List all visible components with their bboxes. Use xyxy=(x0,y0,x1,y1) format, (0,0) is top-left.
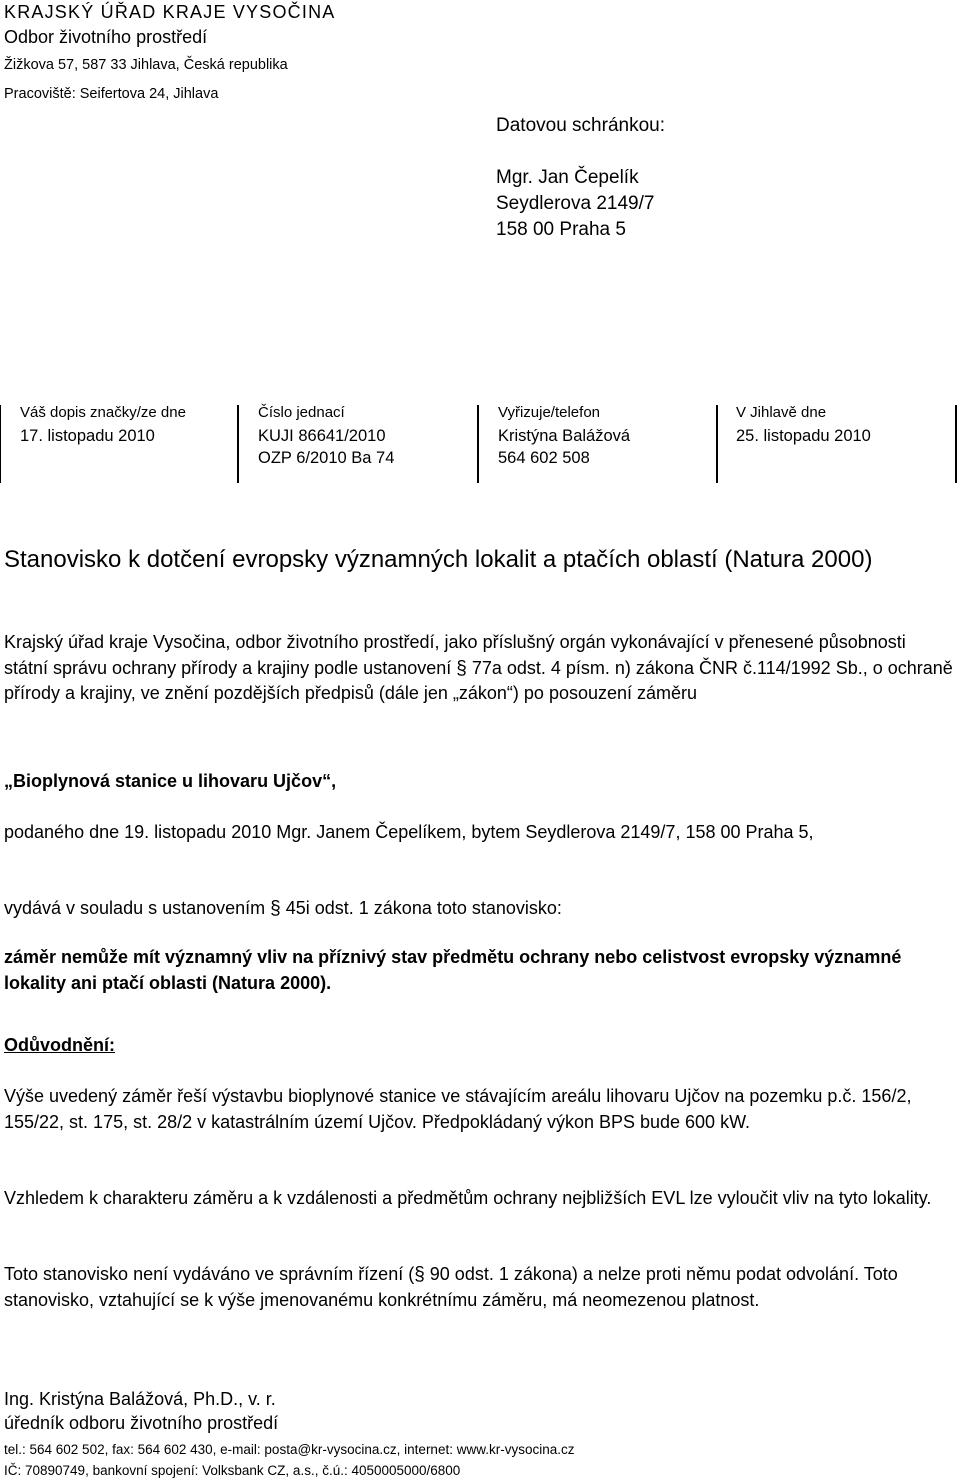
delivery-method: Datovou schránkou: xyxy=(496,115,665,136)
reasoning-paragraph-2: Vzhledem k charakteru záměru a k vzdálenosti a předmětům ochrany nejbližších EVL lze vyloučit vliv na tyto lokality. xyxy=(4,1188,932,1208)
ref-divider xyxy=(0,405,1,483)
workplace-address: Pracoviště: Seifertova 24, Jihlava xyxy=(4,86,219,102)
department-name: Odbor životního prostředí xyxy=(4,27,208,47)
footer-ids: IČ: 70890749, bankovní spojení: Volksbank CZ, a.s., č.ú.: 4050005000/6800 xyxy=(4,1463,461,1478)
section-sign: § xyxy=(456,657,467,679)
office-address: Žižkova 57, 587 33 Jihlava, Česká republika xyxy=(4,57,288,73)
section-sign: § xyxy=(414,1264,425,1285)
section-sign: § xyxy=(270,898,281,919)
ref-divider xyxy=(716,405,718,483)
your-letter-value: 17. listopadu 2010 xyxy=(20,427,155,445)
intro-text-b: 77a odst. 4 písm. n) zákona ČNR č.114/1992 Sb., o ochraně přírody a krajiny, ve znění pozdějších předpisů (dále jen „zákon“) po posouzení záměru xyxy=(4,657,953,703)
statement-text-a: vydává v souladu s ustanovením xyxy=(4,898,271,918)
place-date-value: 25. listopadu 2010 xyxy=(736,427,871,445)
ref-divider xyxy=(477,405,479,483)
project-name: „Bioplynová stanice u lihovaru Ujčov“, xyxy=(4,771,337,791)
your-letter-label: Váš dopis značky/ze dne xyxy=(20,404,186,421)
applicant-paragraph: podaného dne 19. listopadu 2010 Mgr. Janem Čepelíkem, bytem Seydlerova 2149/7, 158 00 Praha 5, xyxy=(4,822,814,842)
handler-phone: 564 602 508 xyxy=(498,449,590,467)
handler-name: Kristýna Balážová xyxy=(498,427,631,445)
statement-paragraph xyxy=(4,896,954,922)
signatory-role: úředník odboru životního prostředí xyxy=(4,1413,279,1433)
ref-divider xyxy=(955,405,957,483)
validity-text-a: Toto stanovisko není vydáváno ve správním řízení ( xyxy=(4,1264,415,1284)
document-title: Stanovisko k dotčení evropsky významných lokalit a ptačích oblastí (Natura 2000) xyxy=(4,546,873,573)
intro-paragraph xyxy=(4,630,954,707)
decision-text: záměr nemůže mít významný vliv na příznivý stav předmětu ochrany nebo celistvost evropsky významné lokality ani ptačí oblasti (Natura 2000). xyxy=(4,947,902,993)
place-date-label: V Jihlavě dne xyxy=(736,404,827,421)
ref-number-value-2: OZP 6/2010 Ba 74 xyxy=(258,449,395,467)
reasoning-heading: Odůvodnění: xyxy=(4,1035,115,1055)
recipient-street: Seydlerova 2149/7 xyxy=(496,193,655,214)
ref-divider xyxy=(237,405,239,483)
statement-text-b: 45i odst. 1 zákona toto stanovisko: xyxy=(280,898,562,918)
validity-paragraph xyxy=(4,1262,954,1313)
signatory-name: Ing. Kristýna Balážová, Ph.D., v. r. xyxy=(4,1389,276,1409)
recipient-city: 158 00 Praha 5 xyxy=(496,219,626,240)
validity-text-b: 90 odst. 1 zákona) a nelze proti němu podat odvolání. Toto stanovisko, vztahující se k výše jmenovanému konkrétnímu záměru, má neomezenou platnost. xyxy=(4,1264,898,1310)
footer-contact: tel.: 564 602 502, fax: 564 602 430, e-mail: posta@kr-vysocina.cz, internet: www.kr-vysocina.cz xyxy=(4,1442,575,1457)
ref-number-value: KUJI 86641/2010 xyxy=(258,427,386,445)
recipient-name: Mgr. Jan Čepelík xyxy=(496,167,639,188)
handler-label: Vyřizuje/telefon xyxy=(498,404,600,421)
office-name: KRAJSKÝ ÚŘAD KRAJE VYSOČINA xyxy=(4,2,336,22)
ref-number-label: Číslo jednací xyxy=(258,404,345,421)
reasoning-paragraph-1: Výše uvedený záměr řeší výstavbu bioplynové stanice ve stávajícím areálu lihovaru Ujčov na pozemku p.č. 156/2, 155/22, st. 175, st. 28/2 v katastrálním území Ujčov. Předpokládaný výkon BPS bude 600 kW. xyxy=(4,1086,912,1132)
intro-text-a: Krajský úřad kraje Vysočina, odbor životního prostředí, jako příslušný orgán vykonávající v přenesené působnosti státní správu ochrany přírody a krajiny podle ustanovení xyxy=(4,632,906,678)
